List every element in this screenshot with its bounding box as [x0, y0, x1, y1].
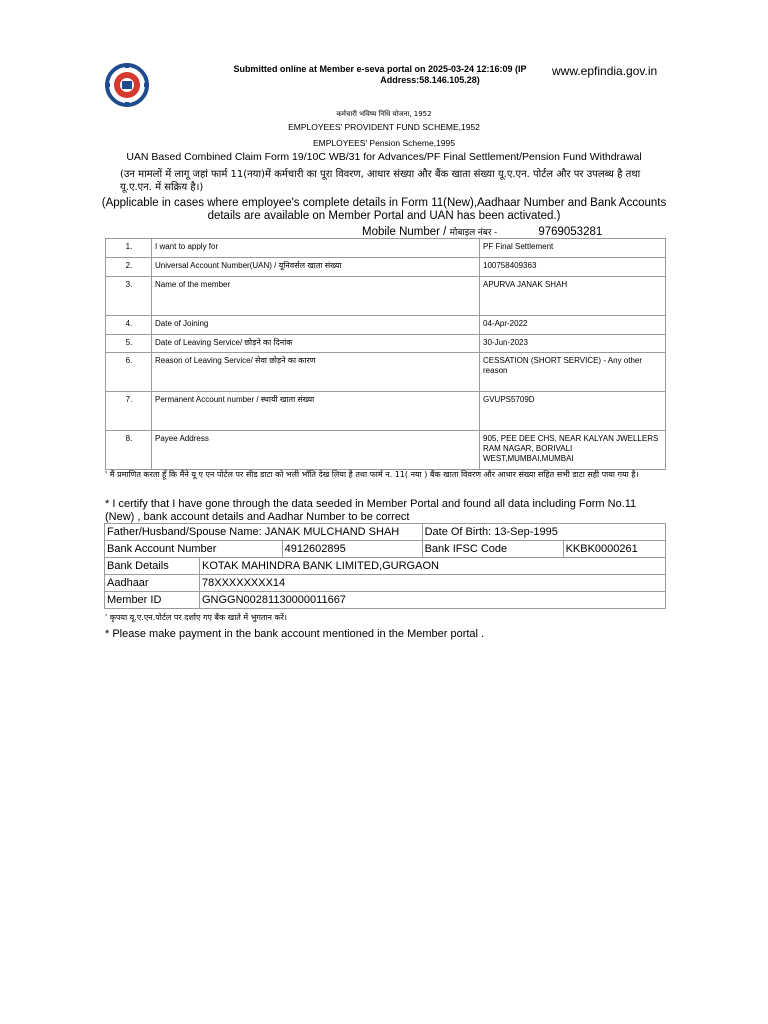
row-label: Reason of Leaving Service/ सेवा छोड़ने का कारण: [152, 353, 480, 392]
dob-label: Date Of Birth:: [424, 526, 492, 538]
row-number: 5.: [106, 335, 152, 353]
row-value: CESSATION (SHORT SERVICE) - Any other reason: [480, 353, 666, 392]
table-row: [106, 353, 666, 392]
dob-cell: [422, 524, 665, 541]
scheme-title-hindi: कर्मचारी भविष्य निधि योजना, 1952: [336, 110, 432, 118]
mobile-value: 9769053281: [538, 226, 603, 238]
member-id-label: Member ID: [105, 592, 200, 609]
father-value: JANAK MULCHAND SHAH: [264, 526, 400, 538]
row-number: 1.: [106, 239, 152, 258]
table-row: [106, 431, 666, 470]
payment-note-hindi: ' कृपया यू.ए.एन.पोर्टल पर दर्शाए गए बैंक खाते में भुगतान करें।: [105, 613, 287, 622]
bank-details-table: [104, 523, 666, 609]
table-row: [106, 392, 666, 431]
row-label: I want to apply for: [152, 239, 480, 258]
payment-note: * Please make payment in the bank account mentioned in the Member portal .: [105, 628, 485, 640]
row-number: 2.: [106, 258, 152, 277]
row-label: Universal Account Number(UAN) / यूनिवर्सल खाता संख्या: [152, 258, 480, 277]
row-label: Date of Leaving Service/ छोड़ने का दिनांक: [152, 335, 480, 353]
account-value: 4912602895: [282, 541, 422, 558]
form-title: UAN Based Combined Claim Form 19/10C WB/31 for Advances/PF Final Settlement/Pension Fund Withdrawal: [126, 151, 642, 163]
row-label: Permanent Account number / स्थायी खाता संख्या: [152, 392, 480, 431]
aadhaar-label: Aadhaar: [105, 575, 200, 592]
ifsc-value: KKBK0000261: [563, 541, 665, 558]
table-row: [106, 258, 666, 277]
row-value: 905, PEE DEE CHS, NEAR KALYAN JWELLERS RAM NAGAR, BORIVALI WEST,MUMBAI,MUMBAI: [480, 431, 666, 470]
table-row: [106, 277, 666, 316]
bank-details-label: Bank Details: [105, 558, 200, 575]
epfo-logo-icon: [105, 63, 149, 107]
certification-hindi: ' मैं प्रमाणित करता हूँ कि मैंने यू ए एन पोर्टल पर सीड डाटा को भली भाँति देख लिया है तथा फार्म न. 11( नया ) बैंक खाता विवरण और आधार संख्या सहित सभी डाटा सही पाया गया है।: [105, 470, 639, 479]
row-number: 4.: [106, 316, 152, 335]
dob-value: 13-Sep-1995: [494, 526, 558, 538]
mobile-number: [362, 225, 602, 238]
hindi-applicability-note: (उन मामलों में लागू जहां फार्म 11(नया)में कर्मचारी का पूरा विवरण, आधार संख्या और बैंक खाता संख्या यू.ए.एन. पोर्टल और पर उपलब्ध है तथा यू.ए.एन. में सक्रिय है।): [120, 169, 641, 193]
submission-info: [215, 64, 545, 86]
mobile-label-hindi: मोबाइल नंबर -: [449, 227, 498, 237]
row-number: 6.: [106, 353, 152, 392]
table-row: [106, 316, 666, 335]
applicability-note: (Applicable in cases where employee's complete details in Form 11(New),Aadhaar Number and Bank Accounts details are available on Member Portal and UAN has been activated.): [101, 197, 667, 222]
row-value: APURVA JANAK SHAH: [480, 277, 666, 316]
father-name-cell: [105, 524, 423, 541]
row-value: GVUPS5709D: [480, 392, 666, 431]
table-row: [106, 335, 666, 353]
table-row: [105, 524, 666, 541]
pension-scheme-title: EMPLOYEES' Pension Scheme,1995: [313, 138, 455, 148]
row-label: Payee Address: [152, 431, 480, 470]
row-number: 3.: [106, 277, 152, 316]
row-value: 30-Jun-2023: [480, 335, 666, 353]
submission-line-1: Submitted online at Member e-seva portal on 2025-03-24 12:16:09 (IP: [233, 64, 527, 74]
mobile-label: Mobile Number /: [362, 226, 447, 238]
table-row: [105, 575, 666, 592]
row-label: Date of Joining: [152, 316, 480, 335]
row-value: PF Final Settlement: [480, 239, 666, 258]
row-value: 100758409363: [480, 258, 666, 277]
row-number: 8.: [106, 431, 152, 470]
certification-statement: * I certify that I have gone through the data seeded in Member Portal and found all data including Form No.11 (New) , bank account details and Aadhar Number to be correct: [105, 498, 637, 523]
submission-line-2: Address:58.146.105.28): [380, 75, 480, 85]
row-number: 7.: [106, 392, 152, 431]
bank-details-value: KOTAK MAHINDRA BANK LIMITED,GURGAON: [200, 558, 666, 575]
claim-details-table: [105, 238, 666, 470]
table-row: [105, 558, 666, 575]
father-label: Father/Husband/Spouse Name:: [107, 526, 262, 538]
table-row: [106, 239, 666, 258]
account-label: Bank Account Number: [105, 541, 283, 558]
row-label: Name of the member: [152, 277, 480, 316]
website-link[interactable]: www.epfindia.gov.in: [552, 64, 658, 78]
row-value: 04-Apr-2022: [480, 316, 666, 335]
ifsc-label: Bank IFSC Code: [422, 541, 563, 558]
scheme-title: EMPLOYEES' PROVIDENT FUND SCHEME,1952: [288, 122, 480, 132]
aadhaar-value: 78XXXXXXXX14: [200, 575, 666, 592]
member-id-value: GNGGN00281130000011667: [200, 592, 666, 609]
table-row: [105, 541, 666, 558]
table-row: [105, 592, 666, 609]
